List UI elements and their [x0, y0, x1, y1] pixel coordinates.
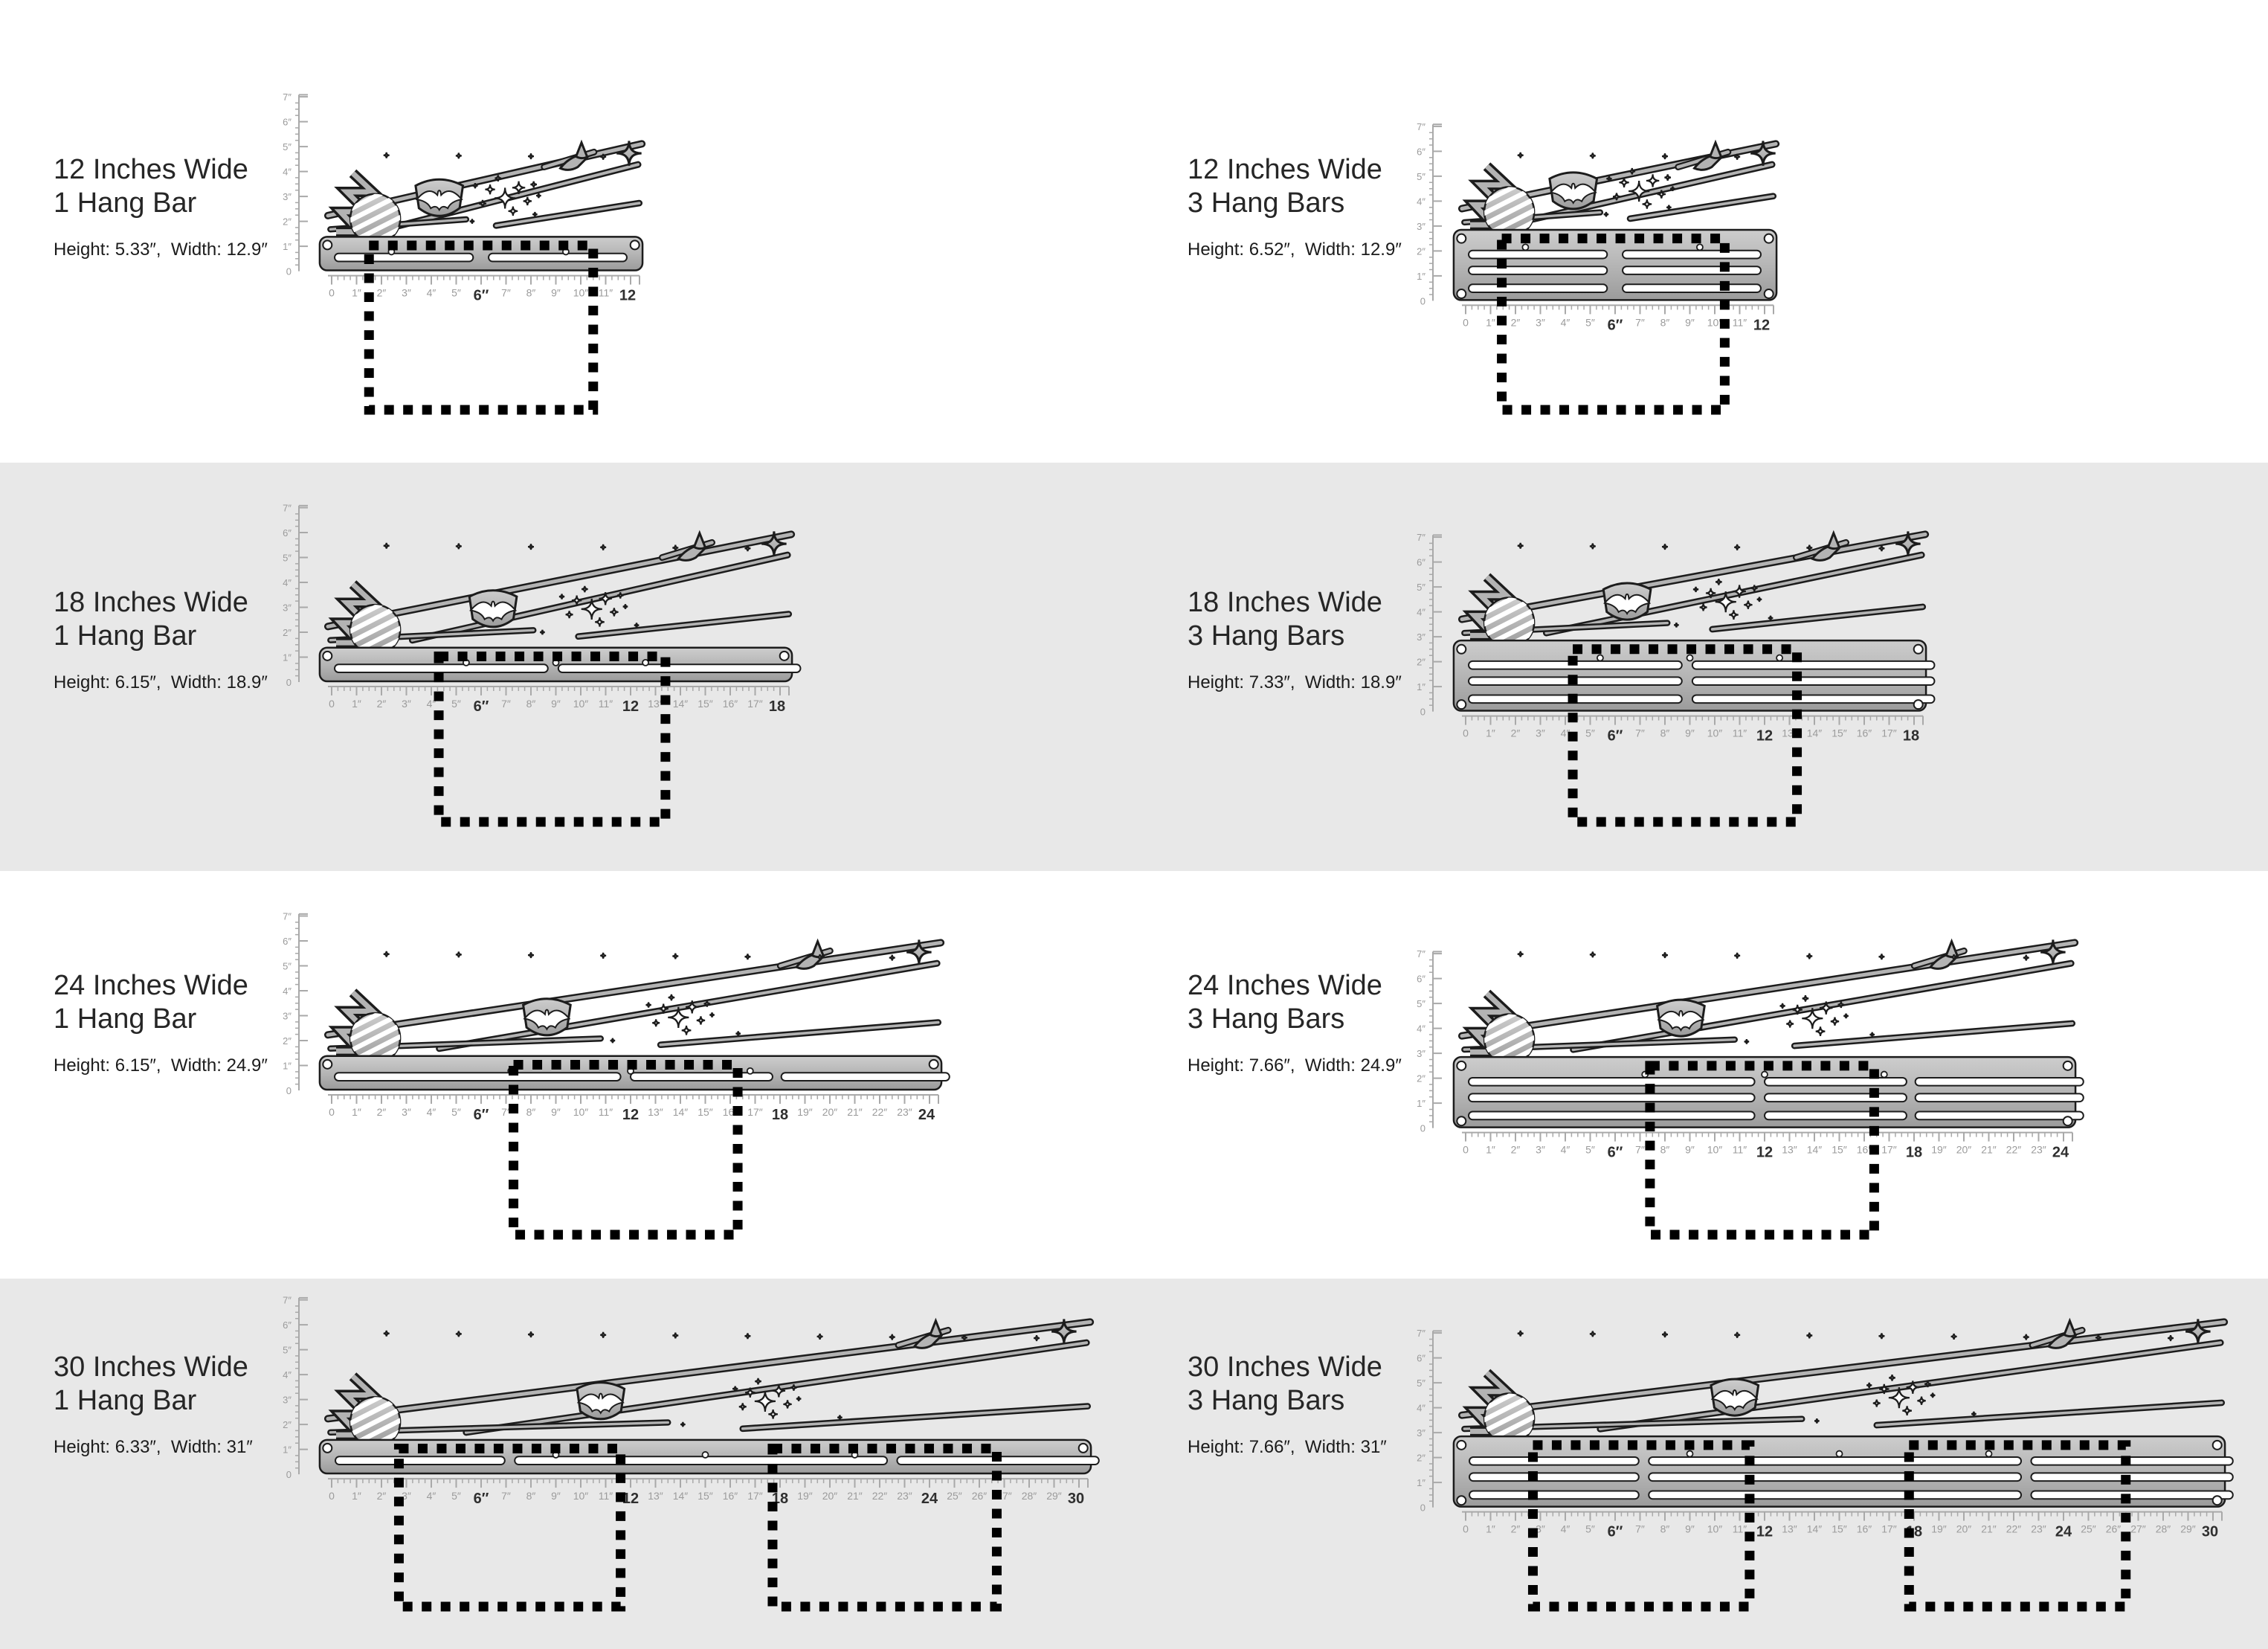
- svg-text:1″: 1″: [1417, 1098, 1425, 1110]
- size-row-30in: [0, 1279, 2268, 1649]
- svg-text:10″: 10″: [1707, 1523, 1723, 1535]
- svg-text:10″: 10″: [573, 286, 589, 299]
- svg-text:1″: 1″: [352, 698, 361, 710]
- svg-text:0: 0: [1463, 1523, 1469, 1535]
- svg-text:4″: 4″: [1417, 606, 1425, 618]
- svg-text:3″: 3″: [402, 698, 411, 710]
- svg-text:18: 18: [771, 1107, 789, 1124]
- svg-text:10″: 10″: [573, 1106, 589, 1119]
- svg-text:11″: 11″: [598, 286, 613, 299]
- svg-text:19″: 19″: [1931, 1143, 1947, 1156]
- svg-text:8″: 8″: [526, 286, 536, 299]
- svg-text:6″: 6″: [283, 1319, 291, 1331]
- svg-text:4″: 4″: [426, 698, 436, 710]
- svg-text:4″: 4″: [283, 577, 291, 589]
- svg-text:1″: 1″: [1486, 1143, 1495, 1156]
- panel-title-width: 30 Inches Wide: [1188, 1351, 1382, 1383]
- svg-text:6″: 6″: [1417, 146, 1425, 158]
- svg-text:11″: 11″: [1732, 1523, 1747, 1535]
- svg-text:0: 0: [286, 266, 291, 277]
- svg-text:0: 0: [1463, 1143, 1469, 1156]
- svg-text:16″: 16″: [1856, 1523, 1872, 1535]
- panel-dimensions: Height: 6.15″, Width: 18.9″: [54, 672, 268, 692]
- svg-text:26″: 26″: [971, 1490, 988, 1502]
- svg-text:11″: 11″: [1732, 1143, 1747, 1156]
- svg-text:20″: 20″: [822, 1490, 838, 1502]
- svg-text:6″: 6″: [1417, 556, 1425, 568]
- svg-text:21″: 21″: [847, 1106, 863, 1119]
- hanger-figure-30in-3bars: [1134, 1279, 2268, 1649]
- svg-text:0: 0: [329, 1106, 335, 1119]
- panel-title-width: 30 Inches Wide: [54, 1351, 248, 1383]
- svg-text:13″: 13″: [1782, 727, 1797, 739]
- svg-text:5″: 5″: [1585, 727, 1595, 739]
- svg-text:0: 0: [286, 677, 291, 689]
- svg-text:4″: 4″: [283, 1369, 291, 1381]
- svg-text:6″: 6″: [283, 116, 291, 128]
- svg-text:8″: 8″: [526, 1490, 536, 1502]
- svg-text:9″: 9″: [551, 286, 561, 299]
- svg-text:5″: 5″: [283, 141, 291, 153]
- svg-text:14″: 14″: [672, 1490, 689, 1502]
- svg-text:0: 0: [1463, 316, 1469, 329]
- svg-text:5″: 5″: [451, 1106, 461, 1119]
- svg-text:14″: 14″: [1806, 727, 1823, 739]
- svg-text:9″: 9″: [1685, 1523, 1695, 1535]
- svg-text:23″: 23″: [2031, 1523, 2046, 1535]
- svg-text:5″: 5″: [1417, 998, 1425, 1010]
- svg-text:18: 18: [768, 698, 786, 716]
- svg-text:15″: 15″: [1832, 1523, 1847, 1535]
- svg-text:4″: 4″: [283, 166, 291, 178]
- svg-text:5″: 5″: [283, 552, 291, 564]
- svg-text:7″: 7″: [501, 286, 511, 299]
- panel-title-width: 12 Inches Wide: [1188, 154, 1382, 185]
- panel-18in-1bar: [0, 463, 1134, 871]
- svg-text:15″: 15″: [698, 698, 713, 710]
- svg-text:12: 12: [622, 1491, 640, 1508]
- svg-text:17″: 17″: [747, 698, 763, 710]
- svg-text:4″: 4″: [1560, 1143, 1570, 1156]
- svg-text:22″: 22″: [2006, 1523, 2022, 1535]
- svg-text:5″: 5″: [451, 1490, 461, 1502]
- svg-text:3″: 3″: [1536, 727, 1545, 739]
- svg-text:10″: 10″: [573, 1490, 589, 1502]
- svg-text:2″: 2″: [1417, 656, 1425, 668]
- svg-text:16″: 16″: [722, 698, 738, 710]
- svg-text:1″: 1″: [283, 652, 291, 663]
- svg-text:5″: 5″: [283, 960, 291, 972]
- svg-text:6″: 6″: [473, 1491, 489, 1508]
- svg-text:2″: 2″: [1417, 1073, 1425, 1084]
- svg-text:24: 24: [2052, 1144, 2069, 1161]
- svg-text:4″: 4″: [426, 1106, 436, 1119]
- svg-text:18: 18: [1905, 1523, 1923, 1540]
- svg-text:18: 18: [1902, 727, 1920, 745]
- svg-text:2″: 2″: [376, 1106, 387, 1119]
- svg-text:24: 24: [918, 1107, 935, 1124]
- svg-text:3″: 3″: [1536, 1523, 1545, 1535]
- svg-text:15″: 15″: [1832, 1143, 1847, 1156]
- panel-dimensions: Height: 7.33″, Width: 18.9″: [1188, 672, 1402, 692]
- svg-text:13″: 13″: [648, 698, 663, 710]
- svg-text:2″: 2″: [1510, 1523, 1521, 1535]
- svg-text:1″: 1″: [283, 241, 291, 253]
- svg-text:16″: 16″: [722, 1490, 738, 1502]
- svg-text:8″: 8″: [1660, 1143, 1670, 1156]
- svg-text:13″: 13″: [1782, 1143, 1797, 1156]
- svg-text:7″: 7″: [283, 1294, 291, 1306]
- panel-24in-1bar: [0, 871, 1134, 1279]
- svg-text:17″: 17″: [1881, 1143, 1897, 1156]
- svg-text:0: 0: [329, 286, 335, 299]
- svg-text:8″: 8″: [1660, 316, 1670, 329]
- size-row-24in: [0, 871, 2268, 1279]
- svg-text:22″: 22″: [2006, 1143, 2022, 1156]
- panel-title-bars: 1 Hang Bar: [54, 1003, 197, 1035]
- svg-text:20″: 20″: [822, 1106, 838, 1119]
- svg-text:6″: 6″: [1607, 727, 1623, 745]
- svg-text:2″: 2″: [1417, 1452, 1425, 1464]
- panel-18in-3bars: [1134, 463, 2268, 871]
- svg-text:3″: 3″: [1417, 1427, 1425, 1439]
- svg-text:12: 12: [1753, 317, 1771, 334]
- svg-text:7″: 7″: [501, 698, 511, 710]
- svg-text:7″: 7″: [1417, 120, 1425, 132]
- svg-text:4″: 4″: [426, 1490, 436, 1502]
- svg-text:2″: 2″: [283, 627, 291, 639]
- svg-text:6″: 6″: [1607, 1523, 1623, 1540]
- svg-text:13″: 13″: [648, 1490, 663, 1502]
- svg-text:5″: 5″: [283, 1344, 291, 1356]
- svg-text:3″: 3″: [1417, 220, 1425, 232]
- svg-text:4″: 4″: [283, 986, 291, 997]
- svg-text:17″: 17″: [1881, 1523, 1897, 1535]
- svg-text:7″: 7″: [501, 1106, 511, 1119]
- svg-text:5″: 5″: [1417, 170, 1425, 182]
- svg-text:3″: 3″: [1417, 631, 1425, 643]
- svg-text:10″: 10″: [1707, 316, 1723, 329]
- svg-text:20″: 20″: [1956, 1143, 1972, 1156]
- svg-text:18: 18: [771, 1491, 789, 1508]
- svg-text:17″: 17″: [747, 1106, 763, 1119]
- svg-text:11″: 11″: [598, 1490, 613, 1502]
- svg-text:11″: 11″: [598, 1106, 613, 1119]
- panel-24in-3bars: [1134, 871, 2268, 1279]
- svg-text:2″: 2″: [1510, 1143, 1521, 1156]
- panel-30in-1bar: [0, 1279, 1134, 1649]
- svg-text:6″: 6″: [1607, 1144, 1623, 1161]
- svg-text:18: 18: [1905, 1144, 1923, 1161]
- svg-text:17″: 17″: [1881, 727, 1897, 739]
- svg-text:21″: 21″: [1981, 1523, 1997, 1535]
- svg-text:1″: 1″: [352, 1490, 361, 1502]
- hanger-figure-30in-1bar: [0, 1279, 1134, 1649]
- svg-text:21″: 21″: [847, 1490, 863, 1502]
- svg-text:11″: 11″: [598, 698, 613, 710]
- svg-text:4″: 4″: [426, 286, 436, 299]
- svg-text:9″: 9″: [1685, 1143, 1695, 1156]
- svg-text:9″: 9″: [551, 698, 561, 710]
- svg-text:0: 0: [286, 1085, 291, 1097]
- svg-text:0: 0: [329, 1490, 335, 1502]
- svg-text:4″: 4″: [1417, 1402, 1425, 1414]
- svg-text:0: 0: [1463, 727, 1469, 739]
- panel-title-bars: 3 Hang Bars: [1188, 1385, 1345, 1416]
- svg-text:9″: 9″: [1685, 727, 1695, 739]
- svg-text:12: 12: [1756, 1144, 1774, 1161]
- panel-dimensions: Height: 6.33″, Width: 31″: [54, 1437, 253, 1457]
- svg-text:6″: 6″: [473, 1107, 489, 1124]
- svg-text:3″: 3″: [1417, 1048, 1425, 1060]
- panel-dimensions: Height: 6.52″, Width: 12.9″: [1188, 240, 1402, 260]
- svg-text:7″: 7″: [1635, 1523, 1645, 1535]
- panel-30in-3bars: [1134, 1279, 2268, 1649]
- svg-text:15″: 15″: [698, 1490, 713, 1502]
- svg-text:23″: 23″: [2031, 1143, 2046, 1156]
- svg-text:3″: 3″: [283, 191, 291, 203]
- svg-text:6″: 6″: [283, 936, 291, 948]
- svg-text:17″: 17″: [747, 1490, 763, 1502]
- size-row-18in: [0, 463, 2268, 871]
- svg-text:13″: 13″: [648, 1106, 663, 1119]
- panel-dimensions: Height: 5.33″, Width: 12.9″: [54, 240, 268, 260]
- panel-dimensions: Height: 7.66″, Width: 24.9″: [1188, 1055, 1402, 1076]
- svg-text:2″: 2″: [376, 1490, 387, 1502]
- svg-text:29″: 29″: [1046, 1490, 1062, 1502]
- svg-text:5″: 5″: [1585, 1523, 1595, 1535]
- svg-text:16″: 16″: [722, 1106, 738, 1119]
- svg-text:7″: 7″: [283, 910, 291, 922]
- svg-text:15″: 15″: [1832, 727, 1847, 739]
- panel-title-bars: 3 Hang Bars: [1188, 1003, 1345, 1035]
- svg-text:7″: 7″: [283, 502, 291, 514]
- svg-text:3″: 3″: [402, 1106, 411, 1119]
- panel-dimensions: Height: 6.15″, Width: 24.9″: [54, 1055, 268, 1076]
- svg-text:25″: 25″: [947, 1490, 962, 1502]
- svg-text:3″: 3″: [402, 286, 411, 299]
- panel-dimensions: Height: 7.66″, Width: 31″: [1188, 1437, 1387, 1457]
- svg-text:1″: 1″: [283, 1060, 291, 1072]
- svg-text:5″: 5″: [1585, 316, 1595, 329]
- svg-text:1″: 1″: [1417, 270, 1425, 282]
- panel-12in-3bars: [1134, 0, 2268, 463]
- svg-text:6″: 6″: [473, 698, 489, 716]
- svg-text:14″: 14″: [672, 1106, 689, 1119]
- svg-text:6″: 6″: [473, 287, 489, 304]
- svg-text:9″: 9″: [551, 1490, 561, 1502]
- svg-text:0: 0: [1420, 1122, 1425, 1134]
- svg-text:4″: 4″: [1560, 1523, 1570, 1535]
- svg-text:9″: 9″: [1685, 316, 1695, 329]
- svg-text:12: 12: [1756, 727, 1774, 745]
- svg-text:24: 24: [921, 1491, 938, 1508]
- svg-text:7″: 7″: [283, 91, 291, 103]
- svg-text:6″: 6″: [1417, 1352, 1425, 1364]
- svg-text:0: 0: [1420, 706, 1425, 718]
- svg-text:2″: 2″: [283, 216, 291, 228]
- svg-text:12: 12: [1756, 1523, 1774, 1540]
- svg-text:5″: 5″: [1417, 1378, 1425, 1389]
- svg-text:29″: 29″: [2180, 1523, 2196, 1535]
- svg-text:4″: 4″: [1417, 196, 1425, 208]
- svg-text:0: 0: [1420, 1502, 1425, 1514]
- svg-text:1″: 1″: [1486, 1523, 1495, 1535]
- svg-text:27″: 27″: [2130, 1523, 2146, 1535]
- svg-text:4″: 4″: [1560, 727, 1570, 739]
- svg-text:19″: 19″: [797, 1106, 813, 1119]
- svg-text:7″: 7″: [1635, 727, 1645, 739]
- svg-text:30: 30: [2201, 1523, 2219, 1540]
- svg-text:1″: 1″: [1486, 727, 1495, 739]
- panel-title-width: 18 Inches Wide: [54, 587, 248, 618]
- svg-text:1″: 1″: [352, 286, 361, 299]
- svg-text:14″: 14″: [1806, 1523, 1823, 1535]
- svg-text:2″: 2″: [283, 1419, 291, 1431]
- svg-text:20″: 20″: [1956, 1523, 1972, 1535]
- panel-title-bars: 1 Hang Bar: [54, 187, 197, 219]
- svg-text:25″: 25″: [2081, 1523, 2096, 1535]
- svg-text:5″: 5″: [1417, 582, 1425, 594]
- svg-text:11″: 11″: [1732, 316, 1747, 329]
- svg-text:16″: 16″: [1856, 1143, 1872, 1156]
- svg-text:5″: 5″: [451, 698, 461, 710]
- panel-title-width: 12 Inches Wide: [54, 154, 248, 185]
- svg-text:8″: 8″: [526, 1106, 536, 1119]
- svg-text:9″: 9″: [551, 1106, 561, 1119]
- svg-text:15″: 15″: [698, 1106, 713, 1119]
- svg-text:3″: 3″: [283, 602, 291, 614]
- svg-text:0: 0: [286, 1469, 291, 1481]
- svg-text:12: 12: [619, 287, 637, 304]
- svg-text:5″: 5″: [451, 286, 461, 299]
- panel-title-width: 18 Inches Wide: [1188, 587, 1382, 618]
- svg-text:7″: 7″: [1417, 532, 1425, 544]
- svg-text:14″: 14″: [672, 698, 689, 710]
- svg-text:6″: 6″: [283, 527, 291, 539]
- svg-text:19″: 19″: [1931, 1523, 1947, 1535]
- svg-text:28″: 28″: [1021, 1490, 1037, 1502]
- svg-text:13″: 13″: [1782, 1523, 1797, 1535]
- svg-text:7″: 7″: [1635, 316, 1645, 329]
- svg-text:23″: 23″: [897, 1490, 912, 1502]
- svg-text:10″: 10″: [1707, 1143, 1723, 1156]
- svg-text:2″: 2″: [376, 698, 387, 710]
- svg-text:7″: 7″: [1417, 1328, 1425, 1340]
- panel-12in-1bar: [0, 0, 1134, 463]
- svg-text:7″: 7″: [1635, 1143, 1645, 1156]
- svg-text:4″: 4″: [1560, 316, 1570, 329]
- svg-text:30: 30: [1067, 1491, 1085, 1508]
- svg-text:2″: 2″: [376, 286, 387, 299]
- panel-title-bars: 3 Hang Bars: [1188, 187, 1345, 219]
- svg-text:1″: 1″: [1417, 681, 1425, 693]
- svg-text:10″: 10″: [573, 698, 589, 710]
- svg-text:19″: 19″: [797, 1490, 813, 1502]
- svg-text:24: 24: [2055, 1523, 2072, 1540]
- svg-text:10″: 10″: [1707, 727, 1723, 739]
- svg-text:0: 0: [1420, 295, 1425, 307]
- svg-text:0: 0: [329, 698, 335, 710]
- panel-title-bars: 1 Hang Bar: [54, 1385, 197, 1416]
- panel-title-bars: 3 Hang Bars: [1188, 620, 1345, 652]
- svg-text:4″: 4″: [1417, 1023, 1425, 1035]
- svg-text:22″: 22″: [872, 1490, 888, 1502]
- svg-text:6″: 6″: [1417, 973, 1425, 985]
- svg-text:7″: 7″: [1417, 948, 1425, 960]
- svg-text:1″: 1″: [352, 1106, 361, 1119]
- svg-text:8″: 8″: [526, 698, 536, 710]
- svg-text:3″: 3″: [1536, 316, 1545, 329]
- svg-text:1″: 1″: [283, 1444, 291, 1456]
- svg-text:1″: 1″: [1417, 1477, 1425, 1489]
- svg-text:26″: 26″: [2105, 1523, 2122, 1535]
- svg-text:3″: 3″: [402, 1490, 411, 1502]
- svg-text:22″: 22″: [872, 1106, 888, 1119]
- svg-text:14″: 14″: [1806, 1143, 1823, 1156]
- svg-text:8″: 8″: [1660, 1523, 1670, 1535]
- panel-title-bars: 1 Hang Bar: [54, 620, 197, 652]
- panel-title-width: 24 Inches Wide: [54, 970, 248, 1001]
- svg-text:3″: 3″: [283, 1394, 291, 1406]
- svg-text:2″: 2″: [1510, 727, 1521, 739]
- svg-text:2″: 2″: [283, 1035, 291, 1047]
- svg-text:11″: 11″: [1732, 727, 1747, 739]
- size-row-12in: [0, 0, 2268, 463]
- svg-text:28″: 28″: [2155, 1523, 2171, 1535]
- svg-text:2″: 2″: [1417, 245, 1425, 257]
- svg-text:12: 12: [622, 1107, 640, 1124]
- svg-text:5″: 5″: [1585, 1143, 1595, 1156]
- svg-text:23″: 23″: [897, 1106, 912, 1119]
- svg-text:27″: 27″: [996, 1490, 1012, 1502]
- svg-text:6″: 6″: [1607, 317, 1623, 334]
- panel-title-width: 24 Inches Wide: [1188, 970, 1382, 1001]
- svg-text:3″: 3″: [1536, 1143, 1545, 1156]
- svg-text:1″: 1″: [1486, 316, 1495, 329]
- svg-text:12: 12: [622, 698, 640, 716]
- svg-text:8″: 8″: [1660, 727, 1670, 739]
- svg-text:2″: 2″: [1510, 316, 1521, 329]
- svg-text:16″: 16″: [1856, 727, 1872, 739]
- svg-text:21″: 21″: [1981, 1143, 1997, 1156]
- svg-text:7″: 7″: [501, 1490, 511, 1502]
- svg-text:3″: 3″: [283, 1010, 291, 1022]
